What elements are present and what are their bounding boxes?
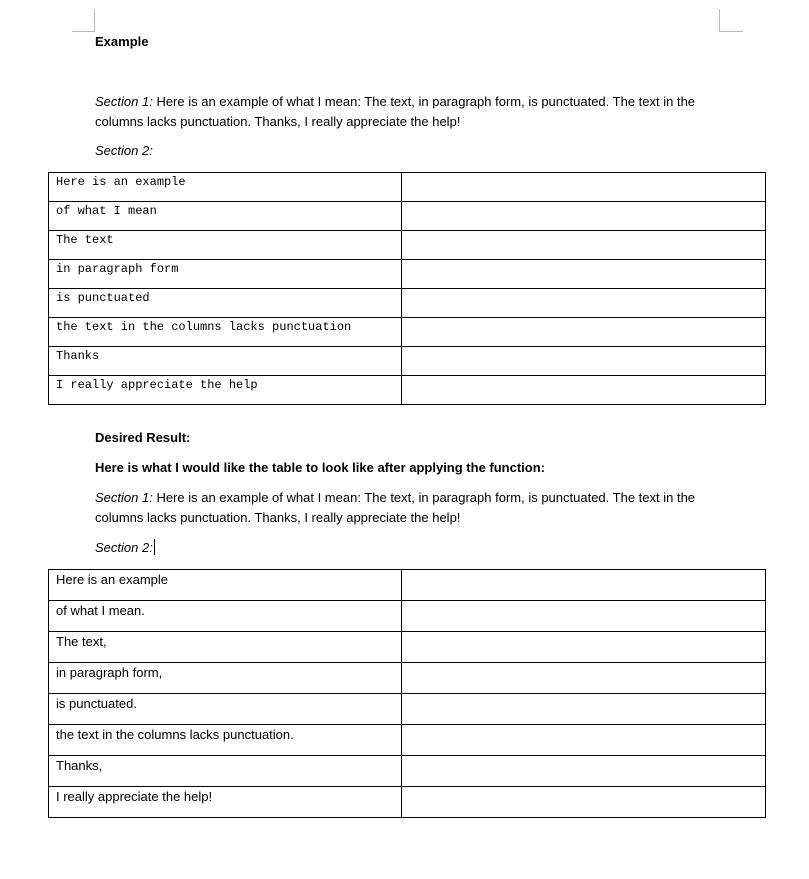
- table-cell-col2[interactable]: [402, 570, 766, 601]
- table-cell-col1[interactable]: Thanks: [49, 347, 402, 376]
- section1-label: Section 1:: [95, 94, 153, 109]
- table-row[interactable]: [49, 376, 766, 405]
- table-cell-col2[interactable]: [402, 725, 766, 756]
- table-cell-col2[interactable]: [402, 318, 766, 347]
- table-row[interactable]: [49, 601, 766, 632]
- example-table[interactable]: [48, 172, 766, 405]
- crop-mark-top-left: [72, 31, 95, 32]
- table-cell-col2[interactable]: [402, 260, 766, 289]
- table-row[interactable]: [49, 756, 766, 787]
- table-cell-col2[interactable]: [402, 231, 766, 260]
- table-cell-col2[interactable]: [402, 694, 766, 725]
- table-cell-col2[interactable]: [402, 289, 766, 318]
- table-cell-col1[interactable]: I really appreciate the help!: [49, 787, 402, 818]
- desired-section1-line2: columns lacks punctuation. Thanks, I really appreciate the help!: [95, 510, 461, 525]
- section1-line2: columns lacks punctuation. Thanks, I really appreciate the help!: [95, 114, 461, 129]
- table-cell-col1[interactable]: in paragraph form,: [49, 663, 402, 694]
- table-row[interactable]: [49, 260, 766, 289]
- table-cell-col1[interactable]: The text,: [49, 632, 402, 663]
- table-cell-col1[interactable]: I really appreciate the help: [49, 376, 402, 405]
- table-row[interactable]: [49, 173, 766, 202]
- crop-mark-top-left: [94, 9, 95, 31]
- table-cell-col1[interactable]: is punctuated.: [49, 694, 402, 725]
- desired-section2-label: Section 2:: [95, 540, 153, 555]
- table-row[interactable]: [49, 289, 766, 318]
- table-row[interactable]: [49, 663, 766, 694]
- table-row[interactable]: [49, 632, 766, 663]
- table-cell-col2[interactable]: [402, 347, 766, 376]
- table-row[interactable]: [49, 347, 766, 376]
- table-row[interactable]: [49, 570, 766, 601]
- table-row[interactable]: [49, 231, 766, 260]
- table-row[interactable]: [49, 725, 766, 756]
- desired-result-title[interactable]: Desired Result:: [95, 430, 191, 445]
- text-cursor: [154, 539, 155, 555]
- table-row[interactable]: [49, 787, 766, 818]
- table-cell-col1[interactable]: in paragraph form: [49, 260, 402, 289]
- table-cell-col1[interactable]: Thanks,: [49, 756, 402, 787]
- table-row[interactable]: [49, 318, 766, 347]
- result-table[interactable]: [48, 569, 766, 818]
- table-cell-col1[interactable]: of what I mean: [49, 202, 402, 231]
- table-cell-col2[interactable]: [402, 376, 766, 405]
- section1-line1: Here is an example of what I mean: The text, in paragraph form, is punctuated. The text in the: [152, 94, 696, 109]
- desired-section1-label: Section 1:: [95, 490, 153, 505]
- table-cell-col2[interactable]: [402, 756, 766, 787]
- table-cell-col2[interactable]: [402, 663, 766, 694]
- crop-mark-top-right: [719, 9, 720, 31]
- desired-section1-paragraph[interactable]: [95, 488, 735, 528]
- table-cell-col1[interactable]: of what I mean.: [49, 601, 402, 632]
- table-cell-col2[interactable]: [402, 601, 766, 632]
- table-row[interactable]: [49, 694, 766, 725]
- table-row[interactable]: [49, 202, 766, 231]
- table-cell-col1[interactable]: the text in the columns lacks punctuation.: [49, 725, 402, 756]
- table-cell-col1[interactable]: The text: [49, 231, 402, 260]
- table-cell-col2[interactable]: [402, 173, 766, 202]
- table-cell-col1[interactable]: Here is an example: [49, 570, 402, 601]
- desired-section1-line1: Here is an example of what I mean: The text, in paragraph form, is punctuated. The text in the: [152, 490, 696, 505]
- document-heading[interactable]: Example: [95, 34, 149, 49]
- desired-result-subtitle[interactable]: Here is what I would like the table to look like after applying the function:: [95, 460, 546, 475]
- table-cell-col1[interactable]: the text in the columns lacks punctuation: [49, 318, 402, 347]
- table-cell-col1[interactable]: is punctuated: [49, 289, 402, 318]
- crop-mark-top-right: [719, 31, 743, 32]
- table-cell-col2[interactable]: [402, 787, 766, 818]
- section2-label[interactable]: Section 2:: [95, 143, 153, 158]
- table-cell-col1[interactable]: Here is an example: [49, 173, 402, 202]
- section1-paragraph[interactable]: [95, 92, 735, 132]
- table-cell-col2[interactable]: [402, 632, 766, 663]
- table-cell-col2[interactable]: [402, 202, 766, 231]
- desired-section2-line[interactable]: [95, 538, 155, 558]
